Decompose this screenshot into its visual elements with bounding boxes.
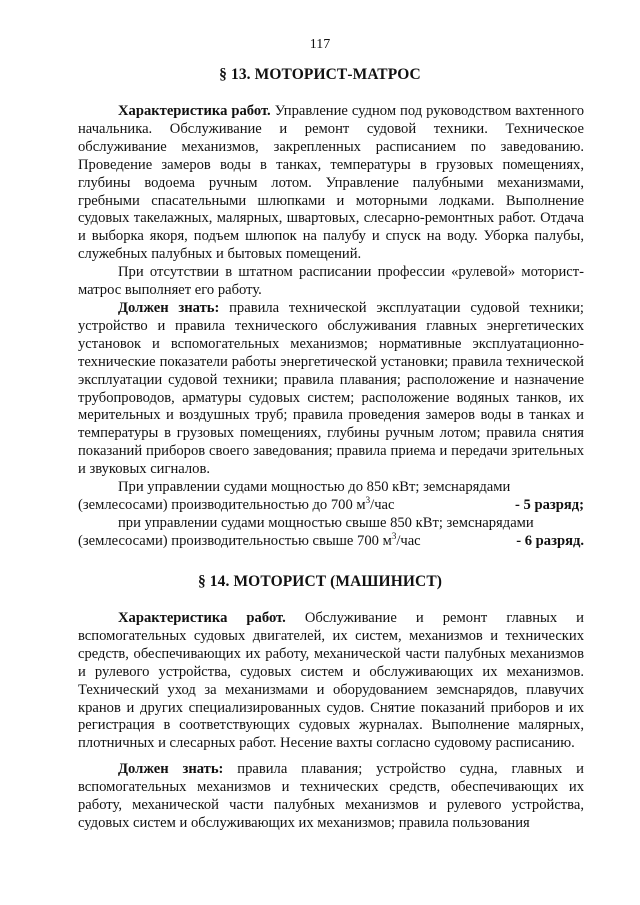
section-14-body	[78, 610, 584, 833]
rank-6-line-2	[78, 530, 584, 551]
rank-5-line-2	[78, 497, 584, 515]
knowledge-text: правила плавания; устройство судна, главных и вспомогательных механизмов и технических средств, обеспечивающих их работу, механической части палубных механизмов и рулевого устройства, судовых систем и обслуживающих их механизмов; правила пользования	[78, 761, 584, 831]
section-13-body	[78, 103, 584, 551]
section-13-note: При отсутствии в штатном расписании профессии «рулевой» моторист-матрос выполняет его работу.	[78, 264, 584, 299]
section-13-knowledge	[78, 300, 584, 479]
section-13-title: § 13. МОТОРИСТ-МАТРОС	[219, 66, 421, 83]
characteristics-label: Характеристика работ.	[118, 610, 286, 626]
knowledge-text: правила технической эксплуатации судовой техники; устройство и правила технического обслуживания главных энергетических установок и вспомогательных механизмов; нормативные эксплуатационно-технические показатели работы энергетической установки; правила технической эксплуатации судовой техники; правила плавания; расположение и назначение трубопроводов, арматуры судовых систем; расположение водяных танков, их мерительных и воздушных труб; правила проведения замеров воды в танках и температуры в грузовых помещениях, глубины ручным лотом; правила снятия показаний приборов своего заведования; правила приема и передачи зрительных и звуковых сигналов.	[78, 299, 584, 478]
rank-6-capacity: (землесосами) производительностью свыше 700 $м^3$/час	[78, 530, 421, 549]
knowledge-label: Должен знать:	[118, 299, 220, 316]
rank-6-grade: - 6 разряд.	[516, 532, 584, 549]
characteristics-text: Управление судном под руководством вахтенного начальника. Обслуживание и ремонт судовой техники. Техническое обслуживание механизмов, закрепленных расписанием по заведованию. Проведение замеров воды в танках, температуры в грузовых помещениях, глубины водоема ручным лотом. Управление палубными механизмами, гребными спасательными шлюпками и моторными лодками. Выполнение судовых такелажных, малярных, швартовых, слесарно-ремонтных работ. Отдача и выборка якоря, подъем шлюпок на палубу и спуск на воду. Уборка палубы, служебных палубных и бытовых помещений.	[78, 103, 584, 263]
rank-6-line-1: при управлении судами мощностью свыше 850 кВт; земснарядами	[118, 514, 534, 531]
section-14-knowledge	[78, 761, 584, 833]
rank-5-line-1: При управлении судами мощностью до 850 кВт; земснарядами	[118, 479, 511, 496]
section-14-title: § 14. МОТОРИСТ (МАШИНИСТ)	[197, 573, 443, 590]
section-14-characteristics	[78, 610, 584, 753]
characteristics-label: Характеристика работ.	[118, 103, 271, 119]
rank-5-grade: - 5 разряд;	[515, 496, 584, 513]
section-13-characteristics	[78, 103, 584, 264]
page-number: 117	[309, 37, 331, 52]
characteristics-text: Обслуживание и ремонт главных и вспомогательных судовых двигателей, их систем, механизмов и технических средств, обеспечивающих их работу, механической части палубных механизмов и рулевого устройства, судовых систем и обслуживающих их механизмов. Технический уход за механизмами и оборудованием земснарядов, плавучих кранов и других специализированных судов. Снятие показаний приборов и их регистрация в соответствующих судовых журналах. Выполнение малярных, плотничных и слесарных работ. Несение вахты согласно судовому расписанию.	[78, 610, 584, 752]
knowledge-label: Должен знать:	[118, 761, 224, 778]
rank-5-capacity: (землесосами) производительностью до 700 $м^3$/час	[78, 495, 395, 513]
